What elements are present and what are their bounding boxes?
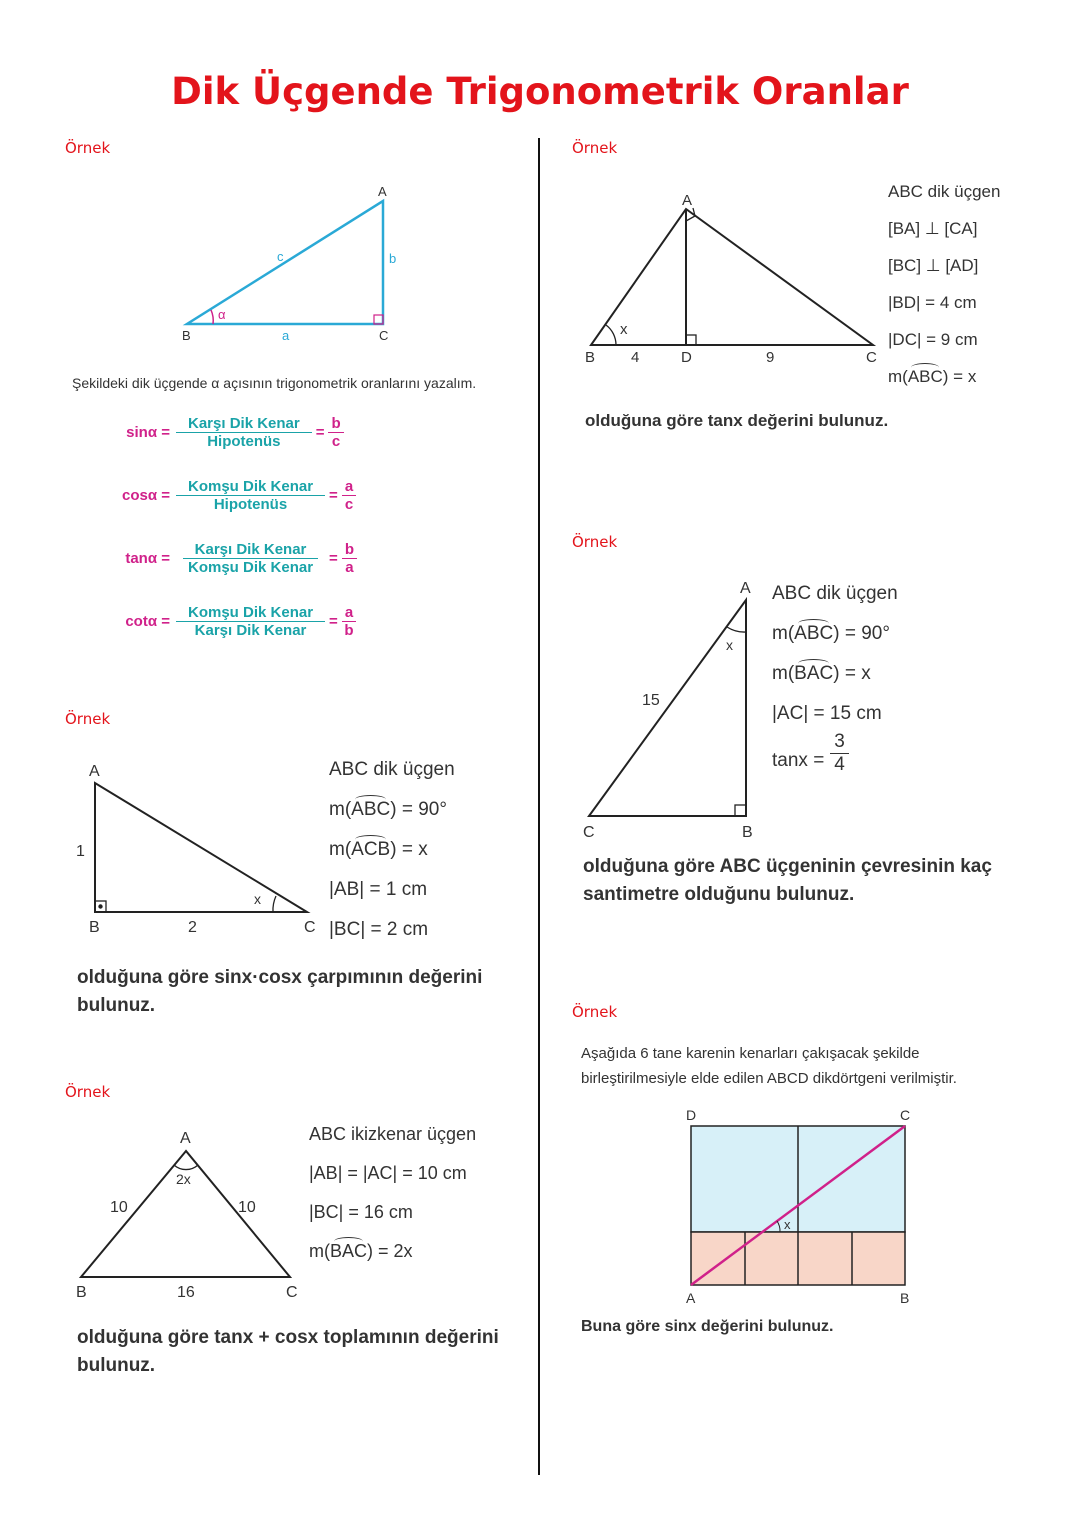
ex5-question-line1: olduğuna göre ABC üçgeninin çevresinin kaç	[583, 856, 992, 877]
angle-suffix: ) = 90°	[833, 623, 890, 644]
ratio-denominator: c	[331, 433, 341, 450]
formula-row	[112, 604, 356, 639]
numerator: Karşı Dik Kenar	[176, 415, 312, 433]
given-line: ABC dik üçgen	[888, 182, 1001, 201]
given-line: [BC] ⊥ [AD]	[888, 256, 979, 275]
side-a: a	[282, 328, 290, 343]
angle-prefix: m(	[888, 367, 908, 386]
side-b: b	[389, 251, 397, 266]
vertex-b: B	[89, 919, 100, 936]
ex1-intro: Şekildeki dik üçgende α açısının trigonometrik oranlarını yazalım.	[72, 375, 477, 391]
right-triangle-diagram-5	[589, 600, 746, 816]
ex3-question-line1: olduğuna göre tanx + cosx toplamının değerini	[77, 1327, 499, 1348]
vertex-c: C	[379, 328, 389, 343]
given-line	[772, 663, 871, 685]
side-ac: 15	[642, 692, 660, 709]
given-line	[772, 623, 890, 645]
denominator: Komşu Dik Kenar	[188, 559, 314, 576]
ex4-question: olduğuna göre tanx değerini bulunuz.	[585, 411, 889, 430]
angle-prefix: m(	[772, 623, 795, 644]
ratio-denominator: c	[344, 496, 354, 513]
ex3-question-line2: bulunuz.	[77, 1355, 156, 1376]
right-triangle-diagram-2	[95, 783, 307, 912]
angle-x: x	[726, 637, 733, 653]
vertex-b: B	[76, 1284, 87, 1301]
formula-fraction	[176, 478, 325, 513]
ratio-numerator: a	[342, 478, 356, 496]
vertex-b: B	[742, 824, 753, 841]
angle-suffix: ) = x	[942, 367, 977, 386]
ratio-numerator: a	[342, 604, 356, 622]
side-ac: 10	[238, 1199, 256, 1216]
formula-row	[112, 415, 344, 450]
vertex-b: B	[900, 1290, 910, 1306]
angle-prefix: m(	[329, 839, 352, 860]
example-label: Örnek	[572, 139, 618, 157]
side-ab: 1	[76, 843, 85, 860]
angle-prefix: m(	[772, 663, 795, 684]
side-ab: 10	[110, 1199, 128, 1216]
right-triangle-diagram-1	[187, 201, 383, 324]
page-title: Dik Üçgende Trigonometrik Oranlar	[171, 70, 909, 113]
ex5-tan-given	[772, 731, 849, 776]
angle-suffix: ) = 90°	[390, 799, 447, 820]
vertex-b: B	[182, 328, 191, 343]
denominator: Hipotenüs	[207, 433, 281, 450]
vertex-d: D	[686, 1107, 697, 1123]
equals-sign: =	[329, 487, 338, 504]
example-label: Örnek	[65, 1083, 111, 1101]
angle-name: ABC	[907, 367, 943, 386]
angle-name: BAC	[330, 1241, 368, 1261]
segment-dc: 9	[766, 349, 775, 366]
equals-sign: =	[315, 424, 325, 441]
ex6-intro-line2: birleştirilmesiyle elde edilen ABCD dikdörtgeni verilmiştir.	[581, 1070, 957, 1087]
given-line: ABC dik üçgen	[772, 583, 898, 604]
vertex-c: C	[286, 1284, 298, 1301]
given-line: |AC| = 15 cm	[772, 703, 882, 724]
rectangle-squares-diagram	[691, 1126, 905, 1285]
vertex-d: D	[681, 349, 692, 366]
formula-fraction	[176, 604, 325, 639]
given-line: [BA] ⊥ [CA]	[888, 219, 978, 238]
given-line	[309, 1241, 413, 1262]
formula-row	[112, 478, 356, 513]
angle-name: ACB	[351, 839, 391, 860]
example-label: Örnek	[65, 710, 111, 728]
ex6-question: Buna göre sinx değerini bulunuz.	[581, 1318, 834, 1335]
vertex-a: A	[682, 192, 693, 209]
angle-name: ABC	[351, 799, 391, 820]
angle-suffix: ) = 2x	[367, 1241, 413, 1261]
vertex-a: A	[180, 1130, 191, 1147]
angle-alpha: α	[218, 307, 226, 322]
ex2-question-line1: olduğuna göre sinx·cosx çarpımının değerini	[77, 967, 483, 988]
numerator: Komşu Dik Kenar	[176, 604, 325, 622]
angle-name: ABC	[794, 623, 834, 644]
formula-label: cotα =	[125, 613, 170, 630]
given-line	[329, 799, 447, 821]
formula-label: cosα =	[122, 487, 170, 504]
formula-label: tanα =	[125, 550, 170, 567]
denominator: Hipotenüs	[213, 496, 288, 513]
denominator: Karşı Dik Kenar	[194, 622, 307, 639]
angle-prefix: m(	[309, 1241, 330, 1261]
angle-2x: 2x	[176, 1171, 191, 1187]
ex2-question-line2: bulunuz.	[77, 995, 156, 1016]
formula-label: sinα =	[126, 424, 170, 441]
equals-sign: =	[329, 613, 338, 630]
given-line: |BD| = 4 cm	[888, 293, 977, 312]
formula-fraction	[176, 415, 312, 450]
given-line: |BC| = 16 cm	[309, 1202, 413, 1222]
angle-x: x	[784, 1217, 791, 1232]
ex5-question-line2: santimetre olduğunu bulunuz.	[583, 884, 855, 905]
given-line: |DC| = 9 cm	[888, 330, 978, 349]
given-line	[329, 839, 428, 861]
angle-suffix: ) = x	[390, 839, 428, 860]
vertex-c: C	[304, 919, 316, 936]
given-line: ABC ikizkenar üçgen	[309, 1124, 477, 1144]
side-c: c	[277, 249, 284, 264]
given-line: ABC dik üçgen	[329, 759, 455, 780]
side-bc: 16	[177, 1284, 195, 1301]
vertex-a: A	[89, 763, 100, 780]
angle-x: x	[620, 321, 628, 338]
vertex-c: C	[583, 824, 595, 841]
angle-suffix: ) = x	[833, 663, 871, 684]
tan-fraction	[830, 731, 849, 776]
given-line: |AB| = 1 cm	[329, 879, 428, 900]
ratio-numerator: b	[342, 541, 357, 559]
ratio-fraction	[342, 478, 356, 513]
given-line: |BC| = 2 cm	[329, 919, 429, 940]
ratio-fraction	[342, 604, 356, 639]
ratio-fraction	[328, 415, 343, 450]
formula-row	[112, 541, 357, 576]
ratio-denominator: b	[344, 622, 354, 639]
angle-name: BAC	[794, 663, 834, 684]
example-label: Örnek	[572, 1003, 618, 1021]
example-label: Örnek	[65, 139, 111, 157]
side-bc: 2	[188, 919, 197, 936]
tan-numerator: 3	[830, 731, 849, 754]
given-line: |AB| = |AC| = 10 cm	[309, 1163, 467, 1183]
segment-bd: 4	[631, 349, 640, 366]
right-triangle-altitude-diagram	[591, 208, 873, 345]
ratio-fraction	[342, 541, 357, 576]
tan-denominator: 4	[834, 754, 845, 775]
equals-sign: =	[329, 550, 338, 567]
ratio-numerator: b	[328, 415, 343, 433]
example-label: Örnek	[572, 533, 618, 551]
vertex-b: B	[585, 349, 596, 366]
vertex-a: A	[686, 1290, 696, 1306]
ex6-intro-line1: Aşağıda 6 tane karenin kenarları çakışacak şekilde	[581, 1045, 920, 1062]
vertex-c: C	[900, 1107, 911, 1123]
given-line	[888, 367, 976, 387]
ratio-denominator: a	[345, 559, 354, 576]
numerator: Komşu Dik Kenar	[176, 478, 325, 496]
vertex-c: C	[866, 349, 877, 366]
tan-label: tanx =	[772, 749, 825, 771]
angle-prefix: m(	[329, 799, 352, 820]
numerator: Karşı Dik Kenar	[183, 541, 319, 559]
angle-x: x	[254, 891, 261, 907]
vertex-a: A	[740, 580, 751, 597]
formula-fraction	[176, 541, 325, 576]
vertex-a: A	[378, 184, 387, 199]
